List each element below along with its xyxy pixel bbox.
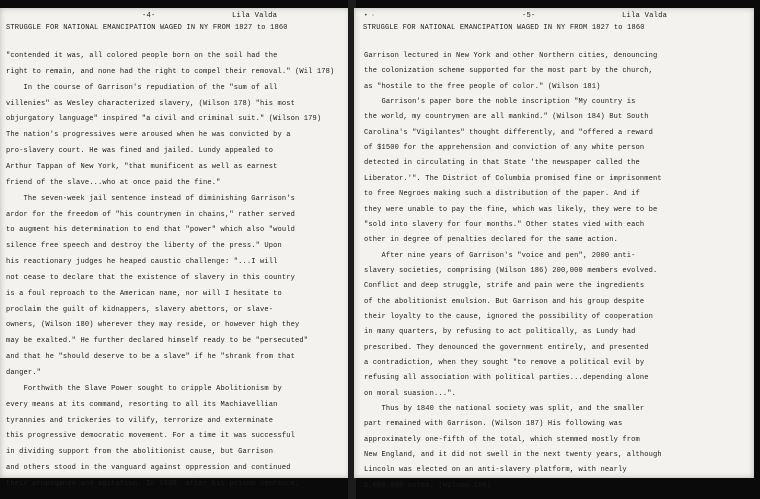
text-line: villenies" as Wesley characterized slavery, (Wilson 178) "his most: [6, 99, 296, 108]
text-line: prescribed. They denounced the government entirely, and presented: [364, 343, 649, 352]
page-title: STRUGGLE FOR NATIONAL EMANCIPATION WAGED IN NY FROM 1827 to 1860: [6, 24, 288, 32]
text-line: After nine years of Garrison's "voice and pen", 2000 anti-: [364, 251, 636, 260]
text-line: In the course of Garrison's repudiation of the "sum of all: [6, 83, 278, 92]
text-line: and others stood in the vanguard against oppression and continued: [6, 464, 291, 473]
text-line: The seven-week jail sentence instead of diminishing Garrison's: [6, 194, 296, 203]
text-line: detected in circulating in that State 'the newspaper called the: [364, 159, 640, 168]
text-line: New England, and it did not swell in the next twenty years, although: [364, 451, 662, 460]
text-line: they were unable to pay the fine, which was likely, they were to be: [364, 205, 658, 214]
text-line: and that he "should deserve to be a slave" if he "shrank from that: [6, 353, 296, 362]
text-line: his reactionary judges he heaped caustic challenge: "...I will: [6, 258, 278, 267]
page-number: -4-: [142, 12, 156, 20]
text-line: 2,000,000 votes. (Wilson 188): [364, 481, 491, 490]
text-line: The nation's progressives were aroused when he was convicted by a: [6, 131, 291, 140]
text-line: to augment his determination to end that "power" which also "would: [6, 226, 296, 235]
text-line: in dividing support from the abolitionist cause, but Garrison: [6, 448, 274, 457]
text-line: "contended it was, all colored people born on the soil had the: [6, 52, 278, 60]
text-line: "sold into slavery for four months." Other states vied with each: [364, 220, 645, 229]
text-line: as "hostile to the free people of color." (Wilson 181): [364, 82, 601, 91]
text-line: Arthur Tappan of New York, "that munificent as well as earnest: [6, 162, 278, 171]
text-line: slavery societies, comprising (Wilson 186) 200,000 members evolved.: [364, 266, 658, 275]
author-name: Lila Valda: [622, 12, 668, 20]
text-line: silence free speech and destroy the liberty of the press." Upon: [6, 242, 282, 251]
text-line: tyrannies and trickeries to vilify, terrorize and exterminate: [6, 416, 274, 425]
text-line: in many quarters, by refusing to act politically, as Lundy had: [364, 328, 636, 337]
text-line: Forthwith the Slave Power sought to cripple Abolitionism by: [6, 384, 282, 393]
text-line: Conflict and deep struggle, strife and pain were the ingredients: [364, 282, 645, 291]
right-page: [354, 8, 754, 490]
left-page: [0, 8, 350, 488]
text-line: to free Negroes making such a distribution of the paper. And if: [364, 190, 640, 199]
text-line: of $1500 for the apprehension and conviction of any white person: [364, 144, 645, 153]
page-number: -5-: [522, 12, 536, 20]
margin-mark: • ·: [364, 12, 375, 19]
text-line: the colonization scheme supported for the most part by the church,: [364, 67, 654, 76]
text-line: owners, (Wilson 180) wherever they may reside, or however high they: [6, 321, 300, 330]
text-line: their propaganda and agitation. In 1830, after his prison sentence,: [6, 479, 300, 488]
text-line: proclaim the guilt of kidnappers, slavery abettors, or slave-: [6, 305, 274, 314]
text-line: Lincoln was elected on an anti-slavery platform, with nearly: [364, 466, 627, 475]
page-title: STRUGGLE FOR NATIONAL EMANCIPATION WAGED IN NY FROM 1827 to 1860: [363, 24, 645, 32]
text-line: their loyalty to the cause, ignored the possibility of cooperation: [364, 312, 654, 321]
text-line: Garrison lectured in New York and other Northern cities, denouncing: [364, 52, 658, 60]
text-line: not cease to declare that the existence of slavery in this country: [6, 273, 296, 282]
text-line: this progressive democratic movement. For a time it was successful: [6, 432, 296, 441]
text-line: other in degree of penalties declared for the same action.: [364, 236, 618, 245]
text-line: friend of the slave...who at once paid the fine.": [6, 178, 221, 187]
author-name: Lila Valda: [232, 12, 278, 20]
text-line: ardor for the freedom of "his countrymen in chains," rather served: [6, 210, 296, 219]
text-line: Liberator.'". The District of Columbia promised fine or imprisonment: [364, 174, 662, 183]
text-line: every means at its command, resorting to all its Machiavellian: [6, 400, 278, 409]
text-line: right to remain, and none had the right to compel their removal." (Wil 178): [6, 67, 335, 76]
text-line: Garrison's paper bore the noble inscription "My country is: [364, 98, 636, 107]
text-line: Thus by 1840 the national society was split, and the smaller: [364, 405, 645, 414]
text-line: a contradiction, when they sought "to remove a political evil by: [364, 359, 645, 367]
text-line: Carolina's "Vigilantes" thought differently, and "offered a reward: [364, 128, 654, 137]
text-line: the world, my countrymen are all mankind." (Wilson 184) But South: [364, 113, 649, 122]
text-line: on moral suasion...".: [364, 389, 456, 398]
text-line: is a foul reproach to the American name, nor will I hesitate to: [6, 289, 282, 298]
text-line: may be exalted." He further declared himself ready to be "persecuted": [6, 337, 309, 346]
text-line: approximately one-fifth of the total, which stemmed mostly from: [364, 435, 640, 444]
text-line: refusing all association with political parties...depending alone: [364, 374, 649, 383]
text-line: objurgatory language" inspired "a civil and criminal suit." (Wilson 179): [6, 115, 322, 124]
text-line: of the abolitionist emulsion. But Garrison and his group despite: [364, 297, 645, 306]
text-line: danger.": [6, 369, 42, 377]
text-line: part remained with Garrison. (Wilson 187) His following was: [364, 420, 623, 429]
text-line: pro-slavery court. He was fined and jailed. Lundy appealed to: [6, 147, 274, 156]
